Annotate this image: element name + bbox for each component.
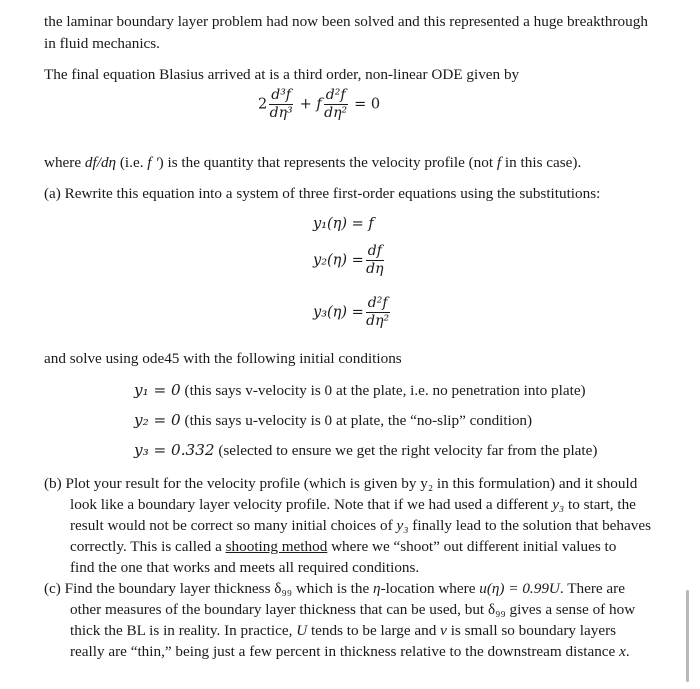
part-b-line-4 — [70, 536, 616, 557]
c-l3-v: ν — [440, 622, 447, 639]
part-b-line-2 — [70, 494, 636, 515]
where-dfdn: df/dη — [84, 154, 117, 171]
c-l3-c: is small so boundary layers — [446, 622, 617, 639]
eq-den-2: dη² — [324, 105, 348, 121]
c-l1-expr: u(η) = 0.99U — [479, 580, 560, 597]
where-post: ) is the quantity that represents the velocity profile (not — [158, 154, 497, 171]
sub-y1: y₁(η) = f — [313, 216, 374, 232]
b-l2-b: to start, the — [564, 496, 636, 513]
where-end: in this case). — [501, 154, 582, 171]
sub-y2-frac — [366, 244, 384, 277]
b-l2-y3: y₃ — [552, 496, 565, 513]
c-l1-c: . There are — [559, 580, 625, 597]
eq-plus-f: + f — [299, 96, 322, 113]
c-l4-x: x — [619, 643, 626, 660]
blasius-equation — [258, 88, 380, 121]
c-l4-a: really are “thin,” being just a few percent in thickness relative to the downstream distance — [70, 643, 620, 660]
b-l4-b: where we “shoot” out different initial values to — [327, 538, 617, 555]
ic-3-text: (selected to ensure we get the right velocity far from the plate) — [214, 442, 598, 459]
eq-den-1: dη³ — [269, 105, 293, 121]
part-a-text: (a) Rewrite this equation into a system of three first-order equations using the substitutions: — [44, 185, 601, 202]
ic-2-text: (this says u-velocity is 0 at plate, the “no-slip” condition) — [180, 412, 533, 429]
b-l3-b: finally lead to the solution that behaves — [408, 517, 652, 534]
eq-num-1: d³f — [271, 87, 291, 103]
eq-rhs: = 0 — [354, 96, 381, 113]
c-l1-eta: η — [373, 580, 381, 597]
c-l1-a: (c) Find the boundary layer thickness δ₉₉ which is the — [44, 580, 374, 597]
b-l4-a: correctly. This is called a — [70, 538, 226, 555]
sub-y3-lhs: y₃(η) = — [313, 304, 364, 321]
b-l3-a: result would not be correct so many initial choices of — [70, 517, 397, 534]
sub-y3-num: d²f — [367, 295, 388, 311]
where-f: f — [496, 154, 502, 171]
part-c-line-1 — [44, 578, 625, 599]
ic-1 — [134, 380, 586, 401]
where-line — [44, 152, 581, 173]
ic-3 — [134, 440, 597, 461]
eq-num-2: d²f — [325, 87, 346, 103]
part-b-line-1: (b) Plot your result for the velocity profile (which is given by y₂ in this formulation) and it should — [44, 475, 638, 492]
c-l3-a: thick the BL is in reality. In practice, — [70, 622, 297, 639]
b-l2-a: look like a boundary layer velocity profile. Note that if we had used a different — [70, 496, 553, 513]
ic-2-var: y₂ = 0 — [134, 411, 181, 429]
part-b-line-3 — [70, 515, 651, 536]
where-mid: (i.e. — [116, 154, 148, 171]
sub-y2-den: dη — [366, 261, 384, 277]
part-c-line-4 — [70, 641, 630, 662]
sub-y3 — [313, 296, 392, 329]
sub-y3-frac — [366, 296, 390, 329]
c-l1-b: -location where — [380, 580, 480, 597]
intro-line-2: in fluid mechanics. — [44, 35, 160, 52]
solve-line: and solve using ode45 with the following initial conditions — [44, 350, 402, 367]
part-c-line-3 — [70, 620, 616, 641]
sub-y2-lhs: y₂(η) = — [313, 252, 364, 269]
ic-1-var: y₁ = 0 — [134, 381, 181, 399]
c-l3-U: U — [296, 622, 308, 639]
eq-frac-1 — [269, 88, 293, 121]
ic-1-text: (this says v-velocity is 0 at the plate, i.e. no penetration into plate) — [180, 382, 586, 399]
c-l3-b: tends to be large and — [307, 622, 441, 639]
part-b-line-5: find the one that works and meets all required conditions. — [70, 559, 420, 576]
shooting-method-link[interactable]: shooting method — [225, 538, 328, 555]
vertical-scrollbar[interactable] — [686, 590, 689, 682]
sub-y2-num: df — [367, 243, 382, 259]
where-fprime: f ′ — [147, 154, 159, 171]
sub-y2 — [313, 244, 386, 277]
where-pre: where — [44, 154, 85, 171]
part-c-line-2: other measures of the boundary layer thickness that can be used, but δ₉₉ gives a sense of how — [70, 601, 636, 618]
final-equation-sentence: The final equation Blasius arrived at is a third order, non-linear ODE given by — [44, 66, 520, 83]
sub-y3-den: dη² — [366, 313, 390, 329]
eq-frac-2 — [324, 88, 348, 121]
ic-3-var: y₃ = 0.332 — [134, 441, 215, 459]
intro-line-1: the laminar boundary layer problem had now been solved and this represented a huge breakthrough — [44, 13, 648, 30]
eq-coef: 2 — [258, 96, 268, 113]
c-l4-b: . — [625, 643, 630, 660]
ic-2 — [134, 410, 532, 431]
b-l3-y3: y₃ — [396, 517, 409, 534]
